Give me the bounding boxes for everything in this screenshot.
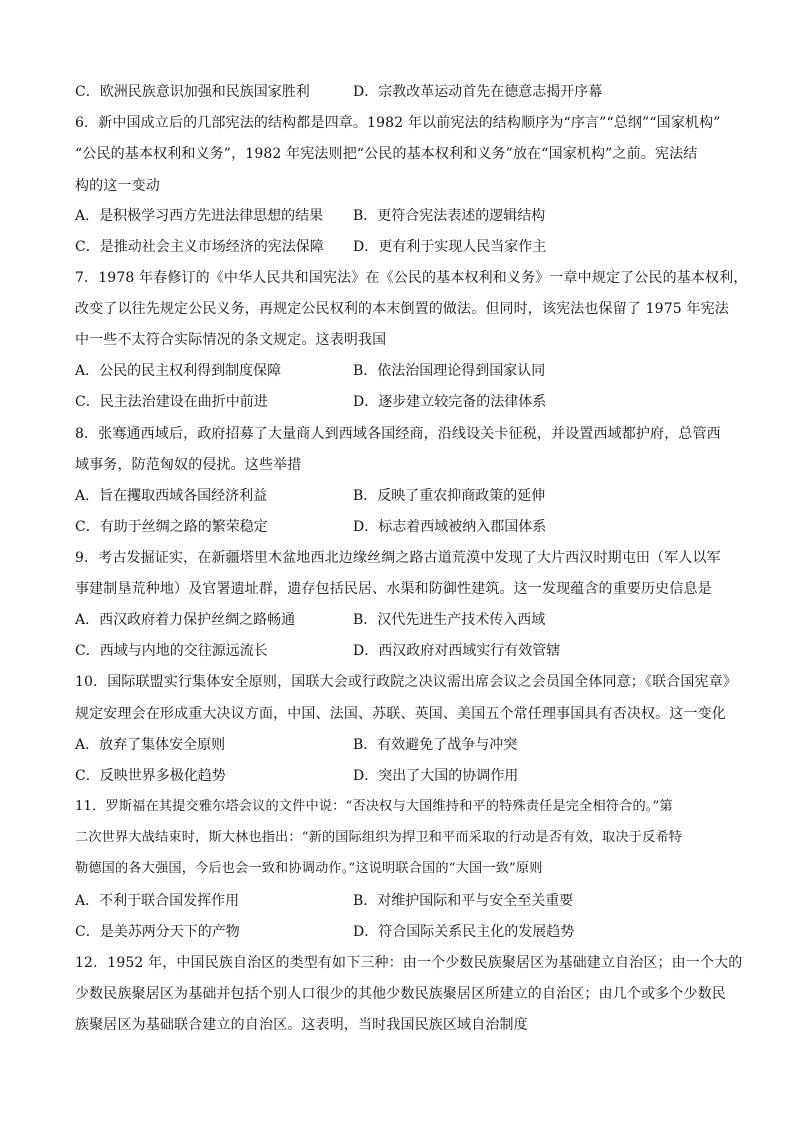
option-b: B．汉代先进生产技术传入西域 (353, 612, 546, 628)
option-b: B．依法治国理论得到国家认同 (353, 363, 546, 379)
question-9-stem: 事建制垦荒种地）及官署遗址群，遗存包括民居、水渠和防御性建筑。这一发现蕴含的重要历史信息是 (75, 581, 712, 597)
question-10-stem: 规定安理会在形成重大决议方面，中国、法国、苏联、英国、美国五个常任理事国具有否决权。这一变化 (75, 706, 726, 722)
question-7-stem: 7．1978 年春修订的《中华人民共和国宪法》在《公民的基本权利和义务》一章中规定了公民的基本权利， (75, 270, 748, 286)
option-a: A．公民的民主权利得到制度保障 (75, 363, 282, 379)
question-8-stem: 8．张骞通西域后，政府招募了大量商人到西域各国经商，沿线设关卡征税，并设置西域都护府，总管西 (75, 426, 721, 442)
option-d: D．宗教改革运动首先在德意志揭开序幕 (353, 84, 603, 100)
option-c: C．反映世界多极化趋势 (75, 768, 226, 784)
option-a: A．不利于联合国发挥作用 (75, 893, 240, 909)
option-b: B．更符合宪法表述的逻辑结构 (353, 208, 546, 224)
option-d: D．西汉政府对西域实行有效管辖 (353, 643, 561, 659)
question-6-stem: 6．新中国成立后的几部宪法的结构都是四章。1982 年以前宪法的结构顺序为“序言”“总纲”“国家机构” (75, 115, 721, 131)
question-7-stem: 中一些不太符合实际情况的条文规定。这表明我国 (75, 332, 387, 348)
option-c: C．有助于丝绸之路的繁荣稳定 (75, 519, 268, 535)
option-d: D．逐步建立较完备的法律体系 (353, 394, 547, 410)
option-d: D．更有利于实现人民当家作主 (353, 239, 547, 255)
question-7-stem: 改变了以往先规定公民义务，再规定公民权利的本末倒置的做法。但同时，该宪法也保留了 1975 年宪法 (75, 301, 729, 317)
question-11-stem: 勒德国的各大强国，今后也会一致和协调动作。”这说明联合国的“大国一致”原则 (75, 861, 543, 876)
question-8-stem: 域事务，防范匈奴的侵扰。这些举措 (75, 457, 302, 473)
option-d: D．符合国际关系民主化的发展趋势 (353, 924, 575, 940)
question-6-stem: 构的这一变动 (75, 178, 160, 194)
question-10-stem: 10．国际联盟实行集体安全原则，国联大会或行政院之决议需出席会议之会员国全体同意；《联合国宪章》 (75, 674, 738, 690)
question-6-stem: “公民的基本权利和义务”，1982 年宪法则把“公民的基本权利和义务”放在“国家机构”之前。宪法结 (75, 146, 698, 162)
question-11-stem: 11．罗斯福在其提交雅尔塔会议的文件中说：“否决权与大国维持和平的特殊责任是完全相符合的。”第 (75, 799, 673, 814)
option-b: B．有效避免了战争与冲突 (353, 737, 518, 753)
option-b: B．反映了重农抑商政策的延伸 (353, 488, 546, 504)
option-a: A．西汉政府着力保护丝绸之路畅通 (75, 612, 296, 628)
question-9-stem: 9．考古发掘证实，在新疆塔里木盆地西北边缘丝绸之路古道荒漠中发现了大片西汉时期屯田（军人以军 (75, 550, 721, 566)
option-a: A．放弃了集体安全原则 (75, 737, 226, 753)
option-d: D．突出了大国的协调作用 (353, 768, 519, 784)
option-b: B．对维护国际和平与安全至关重要 (353, 893, 574, 909)
option-c: C．欧洲民族意识加强和民族国家胜利 (75, 84, 310, 100)
option-c: C．民主法治建设在曲折中前进 (75, 394, 268, 410)
option-a: A．是积极学习西方先进法律思想的结果 (75, 208, 324, 224)
option-c: C．西域与内地的交往源远流长 (75, 643, 268, 659)
question-12-stem: 族聚居区为基础联合建立的自治区。这表明，当时我国民族区域自治制度 (75, 1017, 528, 1033)
option-c: C．是美苏两分天下的产物 (75, 924, 240, 940)
option-d: D．标志着西域被纳入郡国体系 (353, 519, 547, 535)
option-c: C．是推动社会主义市场经济的宪法保障 (75, 239, 324, 255)
question-12-stem: 12．1952 年，中国民族自治区的类型有如下三种：由一个少数民族聚居区为基础建立自治区；由一个大的 (75, 955, 743, 971)
option-a: A．旨在攫取西域各国经济利益 (75, 488, 268, 504)
question-11-stem: 二次世界大战结束时，斯大林也指出：“新的国际组织为捍卫和平而采取的行动是否有效，取决于反希特 (75, 830, 683, 845)
question-12-stem: 少数民族聚居区为基础并包括个别人口很少的其他少数民族聚居区所建立的自治区；由几个或多个少数民 (75, 986, 726, 1002)
